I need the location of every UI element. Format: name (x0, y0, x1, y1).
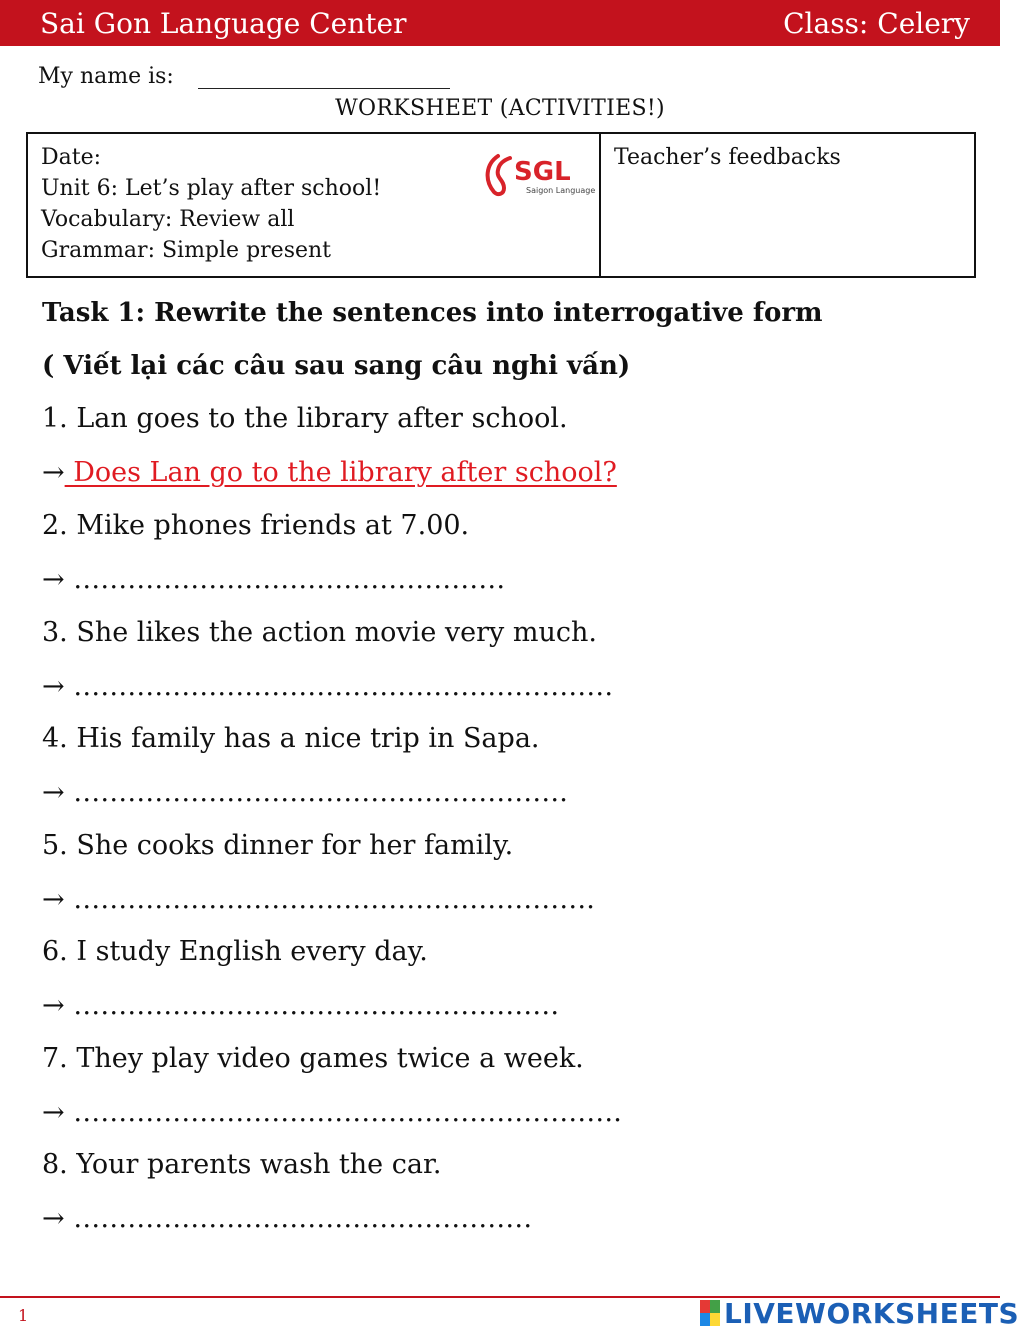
name-row (38, 64, 450, 89)
question-7: 7. They play video games twice a week. (42, 1043, 584, 1074)
answer-row-3 (42, 671, 613, 702)
answer-row-6 (42, 990, 559, 1021)
question-2: 2. Mike phones friends at 7.00. (42, 510, 470, 541)
question-4: 4. His family has a nice trip in Sapa. (42, 723, 540, 754)
vocabulary-label: Vocabulary: Review all (41, 207, 295, 232)
worksheet-title: WORKSHEET (ACTIVITIES!) (335, 96, 665, 121)
lesson-info (28, 134, 601, 276)
logo-text: SGL (514, 157, 571, 187)
question-8: 8. Your parents wash the car. (42, 1149, 442, 1180)
answer-row-2 (42, 564, 505, 595)
task-title: Task 1: Rewrite the sentences into interrogative form (42, 298, 823, 328)
question-1: 1. Lan goes to the library after school. (42, 403, 568, 434)
answer-row-1 (42, 457, 617, 488)
answer-blank-3[interactable]: …………………………………………………… (73, 671, 614, 702)
page-number: 1 (18, 1306, 29, 1325)
date-label: Date: (41, 145, 102, 170)
answer-blank-8[interactable]: …………………………………………… (73, 1203, 533, 1234)
grammar-label: Grammar: Simple present (41, 238, 332, 263)
question-3: 3. She likes the action movie very much. (42, 617, 597, 648)
answer-row-4 (42, 777, 568, 808)
teacher-feedback-cell (601, 134, 974, 276)
answer-1[interactable]: Does Lan go to the library after school? (64, 457, 617, 488)
center-name: Sai Gon Language Center (40, 6, 407, 40)
answer-blank-4[interactable]: ………………………………………………. (73, 777, 568, 808)
unit-label: Unit 6: Let’s play after school! (41, 176, 382, 201)
arrow-icon: → (42, 671, 65, 702)
logo-subtext: Saigon Language (526, 186, 596, 195)
liveworksheets-watermark (700, 1296, 1019, 1330)
answer-row-7 (42, 1097, 622, 1128)
arrow-icon: → (42, 990, 65, 1021)
name-label: My name is: (38, 64, 174, 89)
arrow-icon: → (42, 1203, 65, 1234)
arrow-icon: → (42, 457, 65, 488)
header-bar (0, 0, 1000, 46)
watermark-text: LIVEWORKSHEETS (724, 1296, 1019, 1330)
question-5: 5. She cooks dinner for her family. (42, 830, 514, 861)
arrow-icon: → (42, 884, 65, 915)
answer-blank-6[interactable]: ……………………………………………… (73, 990, 560, 1021)
name-input-line[interactable] (198, 64, 450, 89)
info-box (26, 132, 976, 278)
sgl-logo (484, 146, 596, 202)
task-subtitle: ( Viết lại các câu sau sang câu nghi vấn) (42, 351, 631, 381)
answer-blank-5[interactable]: …………………………………………………. (73, 884, 595, 915)
answer-row-8 (42, 1203, 532, 1234)
answer-blank-2[interactable]: ………………………………………… (73, 564, 506, 595)
arrow-icon: → (42, 777, 65, 808)
question-6: 6. I study English every day. (42, 936, 428, 967)
feedback-label: Teacher’s feedbacks (614, 145, 841, 170)
liveworksheets-icon (700, 1300, 720, 1326)
arrow-icon: → (42, 1097, 65, 1128)
answer-blank-7[interactable]: ……………………………………………………. (73, 1097, 622, 1128)
arrow-icon: → (42, 564, 65, 595)
answer-row-5 (42, 884, 595, 915)
class-label: Class: Celery (783, 6, 970, 40)
